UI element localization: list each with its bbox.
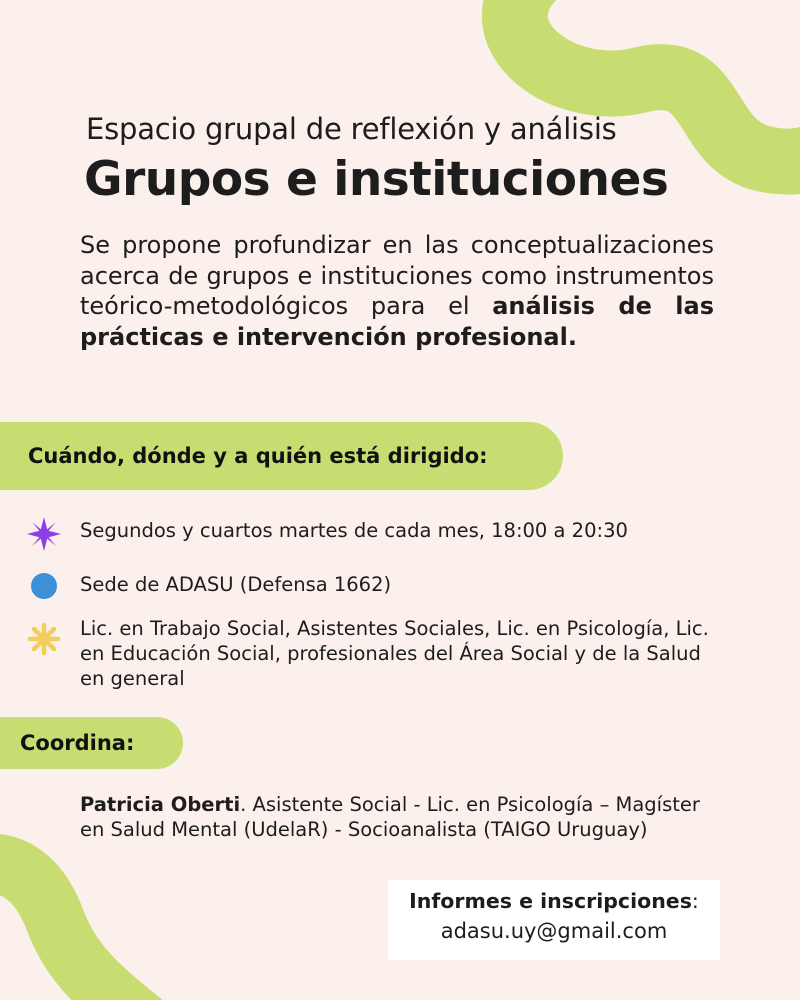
purple-star-icon — [26, 516, 62, 552]
when-where-heading — [0, 422, 563, 490]
intro-text: Se propone profundizar en las conceptualizaciones acerca de grupos e instituciones como instrumentos teórico-metodológicos para el — [80, 231, 714, 320]
intro-paragraph — [80, 230, 714, 352]
location-item: Sede de ADASU (Defensa 1662) — [80, 573, 392, 596]
subtitle: Espacio grupal de reflexión y análisis — [86, 112, 617, 146]
contact-colon: : — [691, 889, 699, 913]
coordinator-heading — [0, 717, 183, 769]
schedule-item: Segundos y cuartos martes de cada mes, 18:00 a 20:30 — [80, 519, 628, 542]
coordinator-info — [80, 792, 720, 842]
contact-email[interactable]: adasu.uy@gmail.com — [440, 919, 668, 943]
coordinator-heading-label: Coordina: — [20, 731, 135, 755]
blue-dot-icon — [30, 572, 58, 600]
yellow-asterisk-icon — [27, 622, 61, 656]
when-where-heading-label: Cuándo, dónde y a quién está dirigido: — [28, 444, 488, 468]
page-title: Grupos e instituciones — [84, 152, 669, 207]
coordinator-details: . Asistente Social - Lic. en Psicología – Magíster en Salud Mental (UdelaR) - Socioanalista (TAIGO Uruguay) — [80, 793, 700, 841]
contact-box — [388, 880, 720, 960]
bottom-left-squiggle — [0, 864, 140, 1000]
contact-label-text: Informes e inscripciones — [409, 889, 692, 913]
contact-label — [388, 889, 720, 913]
intro-bold-text: análisis de las prácticas e intervención profesional. — [80, 292, 714, 351]
coordinator-name: Patricia Oberti — [80, 793, 241, 816]
audience-item: Lic. en Trabajo Social, Asistentes Sociales, Lic. en Psicología, Lic. en Educación Social, profesionales del Área Social y de la Salud en general — [80, 617, 709, 690]
